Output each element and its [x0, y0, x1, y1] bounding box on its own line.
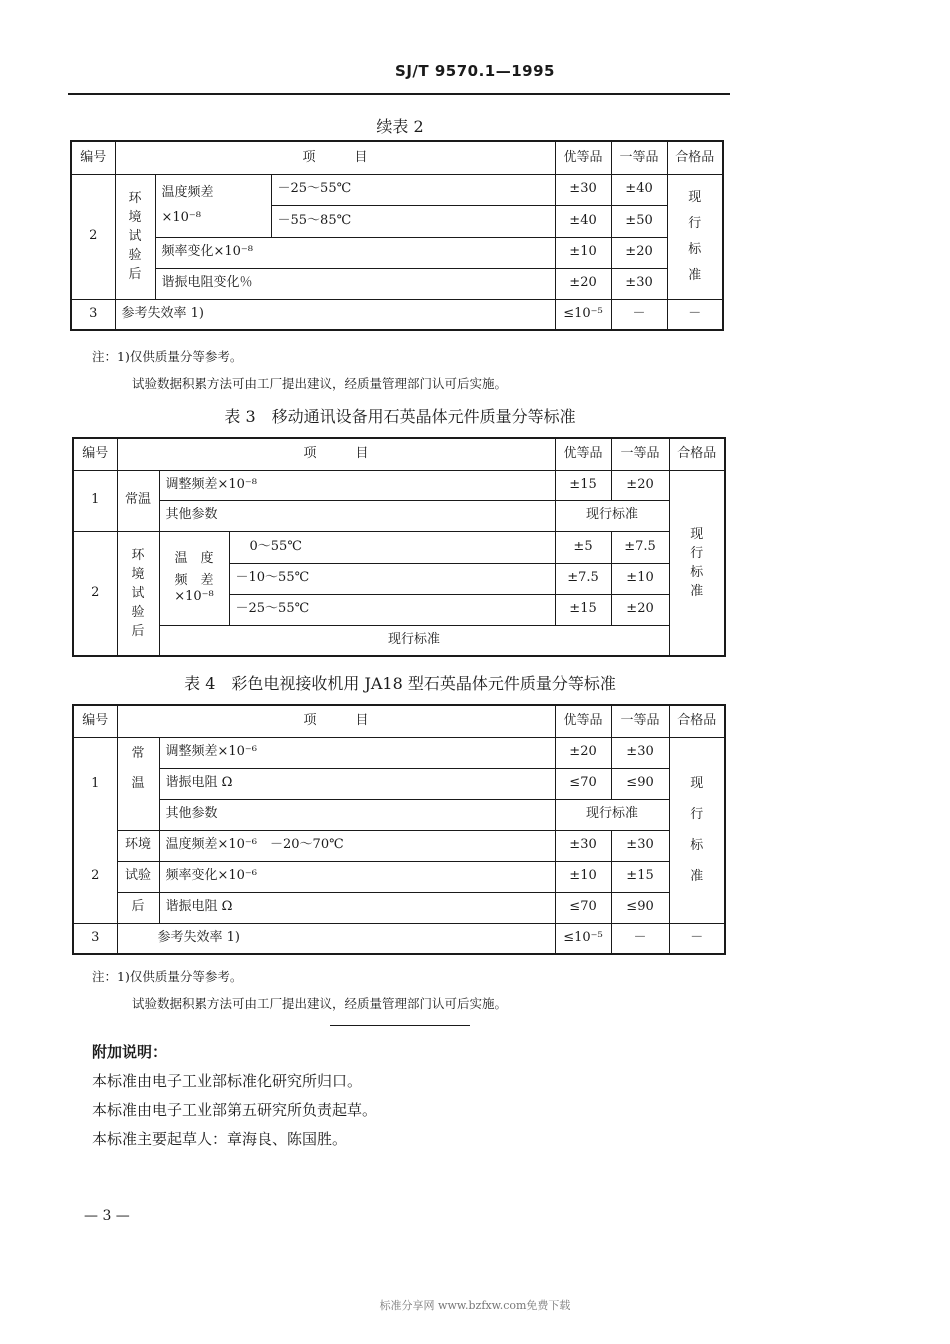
col-header-grade2: 一等品 — [611, 705, 669, 737]
col-header-grade1: 优等品 — [555, 705, 611, 737]
cell-value: － — [667, 299, 723, 330]
note-footnote: 注：1)仅供质量分等参考。 — [92, 969, 243, 984]
page-number: — 3 — — [84, 1208, 130, 1224]
cell-value: ±5 — [555, 531, 611, 563]
table4-caption: 表 4 彩色电视接收机用 JA18 型石英晶体元件质量分等标准 — [184, 674, 616, 693]
row-group-label: 常温 — [117, 470, 159, 531]
resistance-change-label: 谐振电阻变化％ — [155, 268, 555, 299]
range-c: －25～55℃ — [229, 594, 555, 625]
temp-freq-label: 温 度 频 差 ×10⁻⁸ — [159, 531, 229, 625]
range-a: 0～55℃ — [229, 531, 555, 563]
cell-value: － — [611, 923, 669, 954]
cell-value: ±20 — [555, 268, 611, 299]
col-header-item: 项 目 — [117, 705, 555, 737]
col-header-grade3: 合格品 — [669, 438, 725, 470]
col-header-grade1: 优等品 — [555, 141, 611, 174]
watermark-footer: 标准分享网 www.bzfxw.com免费下载 — [379, 1299, 571, 1312]
table2 — [70, 140, 724, 331]
cell-value: － — [669, 923, 725, 954]
resistance-label: 谐振电阻 Ω — [159, 768, 555, 799]
temp-freq-label: 温度频差 ×10⁻⁸ — [155, 174, 271, 237]
cell-value: ±10 — [555, 237, 611, 268]
note-text: 试验数据积累方法可由工厂提出建议，经质量管理部门认可后实施。 — [132, 376, 508, 391]
current-standard: 现行标准 — [159, 625, 669, 656]
cell-value: ±20 — [611, 470, 669, 500]
range-a: －25～55℃ — [271, 174, 555, 205]
failure-rate-label: 参考失效率 1) — [115, 299, 555, 330]
appendix-title: 附加说明： — [92, 1043, 168, 1061]
note-text: 试验数据积累方法可由工厂提出建议，经质量管理部门认可后实施。 — [132, 996, 508, 1011]
freq-change-label: 频率变化×10⁻⁶ — [159, 861, 555, 892]
col-header-grade3: 合格品 — [669, 705, 725, 737]
col-header-item: 项 目 — [115, 141, 555, 174]
cell-value: ±30 — [555, 174, 611, 205]
row-number: 2 — [73, 531, 117, 656]
col-header-item: 项 目 — [117, 438, 555, 470]
appendix — [92, 1040, 377, 1152]
col-header-grade2: 一等品 — [611, 141, 667, 174]
current-standard: 现行标准 — [555, 799, 669, 830]
table3-caption: 表 3 移动通讯设备用石英晶体元件质量分等标准 — [224, 407, 576, 426]
cell-value: ≤90 — [611, 892, 669, 923]
cell-value: ±20 — [611, 594, 669, 625]
row-number: 3 — [71, 299, 115, 330]
col-header-no: 编号 — [71, 141, 115, 174]
row-number: 3 — [73, 923, 117, 954]
row-number: 2 — [71, 174, 115, 299]
cell-value: ≤70 — [555, 768, 611, 799]
section-divider — [330, 1025, 470, 1026]
col-header-grade3: 合格品 — [667, 141, 723, 174]
cell-value: ±50 — [611, 205, 667, 237]
cell-value: ≤90 — [611, 768, 669, 799]
freq-change-label: 频率变化×10⁻⁸ — [155, 237, 555, 268]
col-header-grade2: 一等品 — [611, 438, 669, 470]
cell-value: ±20 — [611, 237, 667, 268]
cell-value: ±7.5 — [555, 563, 611, 594]
cell-value: ≤10⁻⁵ — [555, 299, 611, 330]
table3 — [72, 437, 726, 657]
row-number: 1 — [73, 737, 117, 830]
range-b: －10～55℃ — [229, 563, 555, 594]
row-number: 1 — [73, 470, 117, 531]
header-rule — [68, 93, 730, 95]
cell-value: ±30 — [611, 737, 669, 768]
cell-value: ±7.5 — [611, 531, 669, 563]
adjust-freq-label: 调整频差×10⁻⁶ — [159, 737, 555, 768]
note-footnote: 注：1)仅供质量分等参考。 — [92, 349, 243, 364]
cell-value: ≤70 — [555, 892, 611, 923]
row-group-label: 环 境 试 验 后 — [117, 531, 159, 656]
cell-value: ≤10⁻⁵ — [555, 923, 611, 954]
current-standard-vertical: 现 行 标 准 — [669, 737, 725, 923]
col-header-no: 编号 — [73, 705, 117, 737]
cell-value: ±40 — [611, 174, 667, 205]
failure-rate-label: 参考失效率 1) — [117, 923, 555, 954]
cell-value: ±30 — [611, 830, 669, 861]
cell-value: ±10 — [611, 563, 669, 594]
cell-value: ±30 — [555, 830, 611, 861]
standard-code: SJ/T 9570.1—1995 — [395, 62, 555, 80]
row-group-label: 后 — [117, 892, 159, 923]
temp-freq-label: 温度频差×10⁻⁶ －20～70℃ — [159, 830, 555, 861]
row-group-label: 环境 — [117, 830, 159, 861]
other-params-label: 其他参数 — [159, 799, 555, 830]
other-params-label: 其他参数 — [159, 500, 555, 531]
cell-value: ±30 — [611, 268, 667, 299]
current-standard-vertical: 现 行 标 准 — [667, 174, 723, 299]
row-group-label: 环 境 试 验 后 — [115, 174, 155, 299]
cell-value: ±15 — [555, 594, 611, 625]
table2-caption: 续表 2 — [376, 117, 424, 136]
current-standard: 现行标准 — [555, 500, 669, 531]
table4 — [72, 704, 726, 955]
row-group-label: 常 温 — [117, 737, 159, 830]
adjust-freq-label: 调整频差×10⁻⁸ — [159, 470, 555, 500]
current-standard-vertical: 现 行 标 准 — [669, 470, 725, 656]
cell-value: ±10 — [555, 861, 611, 892]
col-header-no: 编号 — [73, 438, 117, 470]
row-group-label: 试验 — [117, 861, 159, 892]
cell-value: ±15 — [611, 861, 669, 892]
cell-value: ±20 — [555, 737, 611, 768]
col-header-grade1: 优等品 — [555, 438, 611, 470]
cell-value: － — [611, 299, 667, 330]
appendix-line: 本标准由电子工业部第五研究所负责起草。 — [92, 1101, 378, 1119]
row-number: 2 — [73, 830, 117, 923]
appendix-line: 本标准由电子工业部标准化研究所归口。 — [92, 1072, 363, 1090]
resistance-label: 谐振电阻 Ω — [159, 892, 555, 923]
appendix-line: 本标准主要起草人：章海良、陈国胜。 — [92, 1130, 348, 1148]
cell-value: ±40 — [555, 205, 611, 237]
range-b: －55～85℃ — [271, 205, 555, 237]
cell-value: ±15 — [555, 470, 611, 500]
